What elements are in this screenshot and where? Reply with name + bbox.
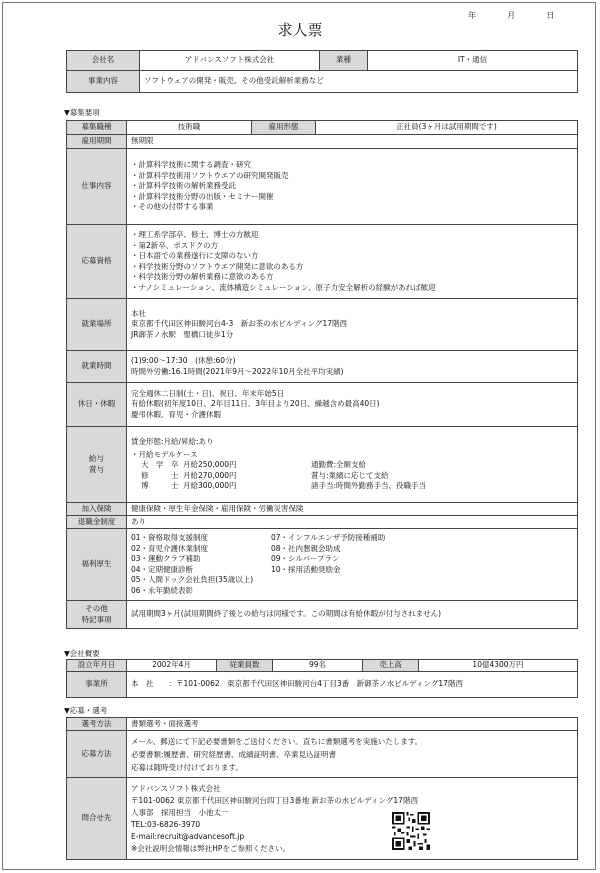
pay-form: 賃金形態:月給/昇給:あり [131, 437, 214, 447]
holiday-label: 休日・休暇 [67, 383, 127, 427]
hours-line: (1)9:00～17:30 (休憩:60分) [131, 356, 236, 365]
holiday-line: 完全週休二日制(土・日)、祝日、年末年始5日 [131, 388, 285, 398]
salary-row [131, 460, 573, 471]
welfare-label: 福利厚生 [67, 529, 127, 601]
list-item: 05・人間ドック会社負担(35歳以上) [131, 575, 254, 584]
other-value: 試用期間3ヶ月(試用期間終了後との給与は同様です。この期間は有給休暇が付与されません) [127, 601, 578, 629]
bonus-label-line: 賞与 [89, 464, 104, 474]
list-item: ・科学技術分野の解析業務に意欲のある方 [131, 272, 274, 281]
hours-value [127, 351, 578, 383]
holiday-line: 慶弔休暇、育児・介護休暇 [131, 409, 221, 419]
location-label: 就業場所 [67, 299, 127, 351]
month-label: 月 [507, 11, 516, 20]
allowance: 通勤費:全額支給 [311, 460, 367, 470]
list-item: ・計算科学技術用ソフトウエアの研究開発販売 [131, 170, 289, 180]
founded-label: 設立年月日 [67, 660, 127, 672]
list-item: ・第2新卒、ポスドクの方 [131, 240, 219, 250]
method-line: 応募は随時受け付けております。 [131, 762, 243, 772]
welfare-value [127, 529, 578, 601]
contact-line: TEL:03-6826-3970 [131, 819, 201, 829]
notes-label-line: 特記事項 [81, 614, 112, 624]
selection-label: 選考方法 [67, 718, 127, 731]
business-value: ソフトウェアの開発・販売。その他受託解析業務など [140, 71, 578, 93]
degree-label: 大 学 卒 [141, 460, 179, 470]
list-item: 06・永年勤続表彰 [131, 585, 194, 595]
employees-value: 99名 [273, 660, 363, 672]
list-item: ・その他の付帯する事業 [131, 202, 214, 212]
salary-row [131, 471, 573, 482]
contact-line: ※会社説明会情報は弊社HPをご参照ください。 [131, 843, 290, 853]
qualification-list [127, 225, 578, 299]
list-item: 03・運動クラブ補助 [131, 554, 201, 563]
list-item: 04・定期健康診断 [131, 564, 194, 574]
sales-label: 売上高 [363, 660, 419, 672]
contact-label: 問合せ先 [67, 778, 127, 860]
list-item: ・日本語での業務遂行に支障のない方 [131, 251, 259, 260]
overview-section-heading: ▼会社概要 [64, 649, 100, 658]
recruit-table [66, 120, 578, 629]
business-label: 事業内容 [67, 71, 140, 93]
list-item: 01・資格取得支援制度 [131, 533, 209, 542]
degree-label: 修 士 [141, 470, 179, 480]
holiday-line: 有給休暇(初年度10日、2年目11日、3年目より20日、繰越含め最高40日) [131, 399, 380, 409]
method-line: メール、郵送にて下記必要書類をご送付ください。直ちに書類選考を実施いたします。 [131, 736, 423, 746]
contact-line: アドバンスソフト株式会社 [131, 783, 221, 793]
pay-value [127, 427, 578, 503]
office-label: 事業所 [67, 672, 127, 698]
industry-value: IT・通信 [368, 51, 578, 71]
list-item: ・計算科学技術分野の出版・セミナー開催 [131, 191, 274, 201]
selection-value: 書類選考・面接選考 [127, 718, 578, 731]
apply-table [66, 717, 578, 860]
employment-label: 雇用形態 [252, 121, 316, 135]
company-table [66, 50, 578, 93]
job-type-value: 技術職 [127, 121, 252, 135]
list-item: ・計算科学技術の解析業務受託 [131, 181, 236, 191]
retirement-label: 退職金制度 [67, 516, 127, 529]
company-name-value: アドバンスソフト株式会社 [140, 51, 320, 71]
period-label: 雇用期間 [67, 135, 127, 149]
allowance: 賞与:業績に応じて支給 [311, 470, 389, 480]
contact-value [127, 778, 578, 860]
salary-amount: 月給250,000円 [183, 460, 237, 470]
list-item: 07・インフルエンザ予防接種補助 [271, 533, 386, 542]
list-item: ・ナノシミュレーション、流体構造シミュレーション、原子力安全解析の経験があれば歓迎 [131, 282, 436, 292]
salary-amount: 月給300,000円 [183, 481, 237, 491]
salary-row [131, 481, 573, 492]
year-label: 年 [468, 11, 476, 20]
apply-method-value [127, 731, 578, 778]
list-item: ・科学技術分野のソフトウエア開発に意欲のある方 [131, 261, 304, 271]
contact-line: 人事部 採用担当 小池太一 [131, 807, 229, 817]
other-label [67, 601, 127, 629]
location-value [127, 299, 578, 351]
method-line: 必要書類:履歴書、研究経歴書、成績証明書、卒業見込証明書 [131, 749, 337, 759]
list-item: ・計算科学技術に関する調査・研究 [131, 160, 251, 170]
job-type-label: 募集職種 [67, 121, 127, 135]
apply-method-label: 応募方法 [67, 731, 127, 778]
pay-label [67, 427, 127, 503]
retirement-value: あり [127, 516, 578, 529]
list-item: 10・採用活動奨励金 [271, 564, 341, 574]
duties-list [127, 149, 578, 225]
recruit-section-heading: ▼募集要項 [64, 108, 100, 117]
degree-label: 博 士 [141, 481, 179, 491]
company-name-label: 会社名 [67, 51, 140, 71]
pay-label-line: 給与 [89, 454, 104, 463]
salary-amount: 月給270,000円 [183, 470, 237, 480]
hours-line: 時間外労働:16.1時間(2021年9月～2022年10月全社平均実績) [131, 366, 344, 376]
sales-value: 10億4300万円 [419, 660, 578, 672]
location-line: 本社 [131, 308, 146, 318]
list-item: 08・社内懇親会助成 [271, 543, 341, 553]
location-line: JR御茶ノ水駅 聖橋口徒歩1分 [131, 329, 234, 339]
industry-label: 業種 [320, 51, 368, 71]
insurance-value: 健康保険・厚生年金保険・雇用保険・労働災害保険 [127, 503, 578, 516]
allowance: 諸手当:時間外勤務手当、役職手当 [311, 481, 427, 491]
list-item: 09・シルバープラン [271, 554, 340, 563]
holiday-value [127, 383, 578, 427]
employment-value: 正社員(3ヶ月は試用期間です) [316, 121, 578, 135]
employees-label: 従業員数 [217, 660, 273, 672]
office-value: 本 社 ：〒101-0062 東京都千代田区神田駿河台4丁目3番 新御茶ノ水ビルディング17階西 [127, 672, 578, 698]
list-item: 02・育児介護休業制度 [131, 543, 209, 553]
contact-line: 〒101-0062 東京都千代田区神田駿河台四丁目3番地 新お茶の水ビルディング17階西 [131, 795, 418, 805]
location-line: 東京都千代田区神田駿河台4-3 新お茶の水ビルディング17階西 [131, 319, 348, 329]
apply-section-heading: ▼応募・選考 [64, 706, 108, 715]
day-label: 日 [546, 11, 555, 20]
other-label-line: その他 [85, 604, 108, 613]
hours-label: 就業時間 [67, 351, 127, 383]
qualification-label: 応募資格 [67, 225, 127, 299]
period-value: 無期限 [127, 135, 578, 149]
list-item: ・理工系学部卒、修士、博士の方歓迎 [131, 230, 259, 239]
contact-line: E-mail:recruit@advancesoft.jp [131, 831, 245, 841]
founded-value: 2002年4月 [127, 660, 217, 672]
page-title: 求人票 [277, 21, 323, 39]
insurance-label: 加入保険 [67, 503, 127, 516]
overview-table [66, 659, 578, 698]
model-case: ・月給モデルケース [131, 449, 198, 459]
qr-code-icon [392, 812, 430, 850]
duties-label: 仕事内容 [67, 149, 127, 225]
